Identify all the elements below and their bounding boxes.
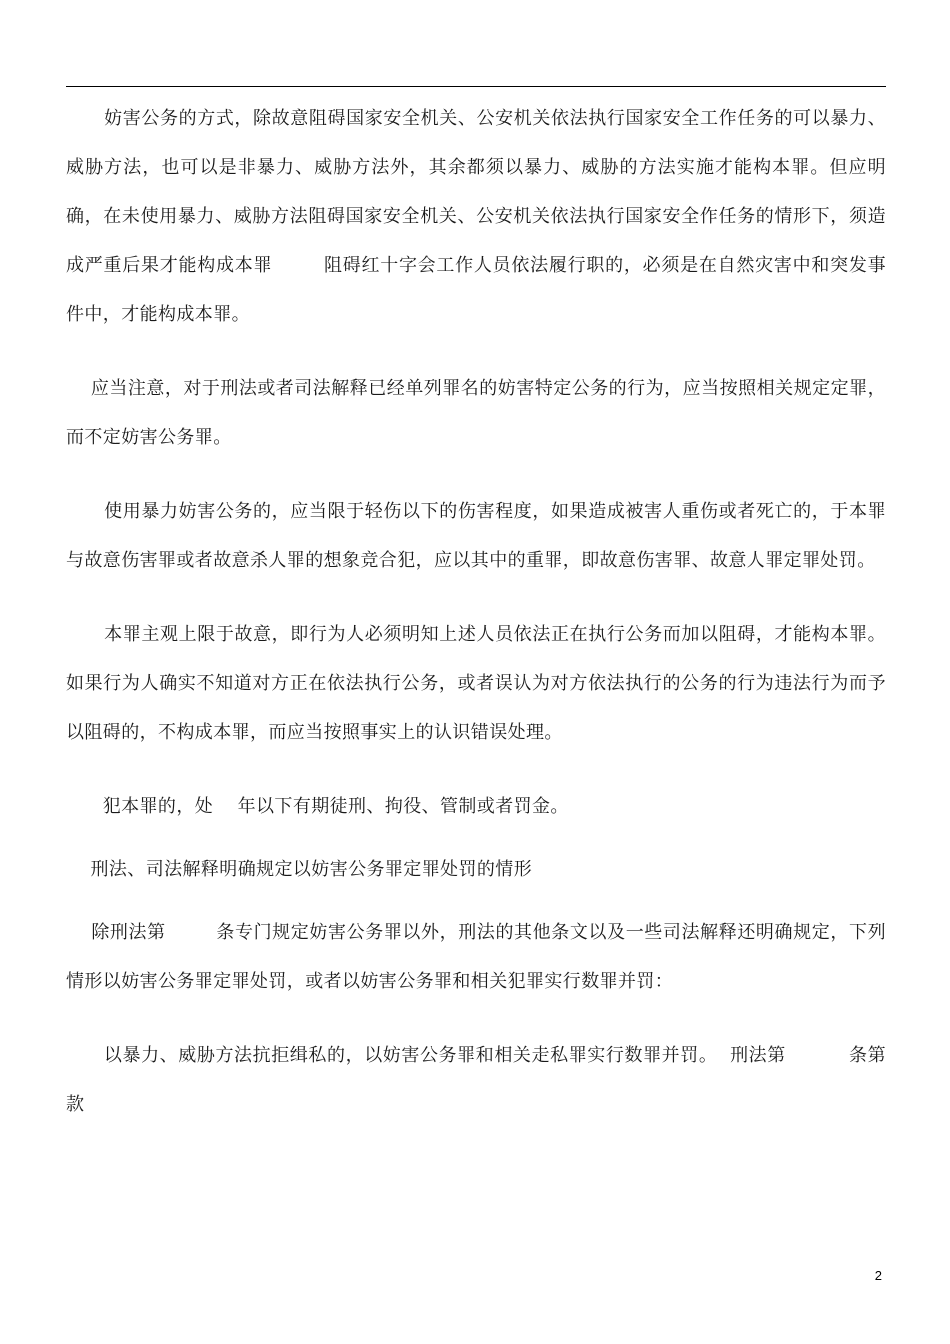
- page-number: 2: [874, 1268, 882, 1283]
- paragraph: 犯本罪的，处 年以下有期徒刑、拘役、管制或者罚金。: [66, 796, 569, 817]
- header-rule: [66, 86, 886, 87]
- paragraph: 应当注意，对于刑法或者司法解释已经单列罪名的妨害特定公务的行为，应当按照相关规定定罪，而不定妨害公务罪。: [66, 378, 886, 448]
- paragraph: 除刑法第 条专门规定妨害公务罪以外，刑法的其他条文以及一些司法解释还明确规定，下列情形以妨害公务罪定罪处罚，或者以妨害公务罪和相关犯罪实行数罪并罚：: [66, 922, 886, 992]
- paragraph: 以暴力、威胁方法抗拒缉私的，以妨害公务罪和相关走私罪实行数罪并罚。 刑法第 条第 款: [66, 1045, 911, 1115]
- paragraph: 本罪主观上限于故意，即行为人必须明知上述人员依法正在执行公务而加以阻碍，才能构本罪。如果行为人确实不知道对方正在依法执行公务，或者误认为对方依法执行的公务的行为违法行为而予以阻碍的，不构成本罪，而应当按照事实上的认识错误处理。: [66, 624, 887, 743]
- document-body: [66, 94, 911, 1129]
- paragraph-heading: 刑法、司法解释明确规定以妨害公务罪定罪处罚的情形: [66, 859, 533, 880]
- paragraph: 妨害公务的方式，除故意阻碍国家安全机关、公安机关依法执行国家安全工作任务的可以暴力、威胁方法，也可以是非暴力、威胁方法外，其余都须以暴力、威胁的方法实施才能构本罪。但应明确，在未使用暴力、威胁方法阻碍国家安全机关、公安机关依法执行国家安全作任务的情形下，须造成严重后果才能构成本罪 阻碍红十字会工作人员依法履行职的，必须是在自然灾害中和突发事件中，才能构成本罪。: [66, 108, 887, 325]
- paragraph: 使用暴力妨害公务的，应当限于轻伤以下的伤害程度，如果造成被害人重伤或者死亡的，于本罪与故意伤害罪或者故意杀人罪的想象竞合犯，应以其中的重罪，即故意伤害罪、故意人罪定罪处罚。: [66, 501, 887, 571]
